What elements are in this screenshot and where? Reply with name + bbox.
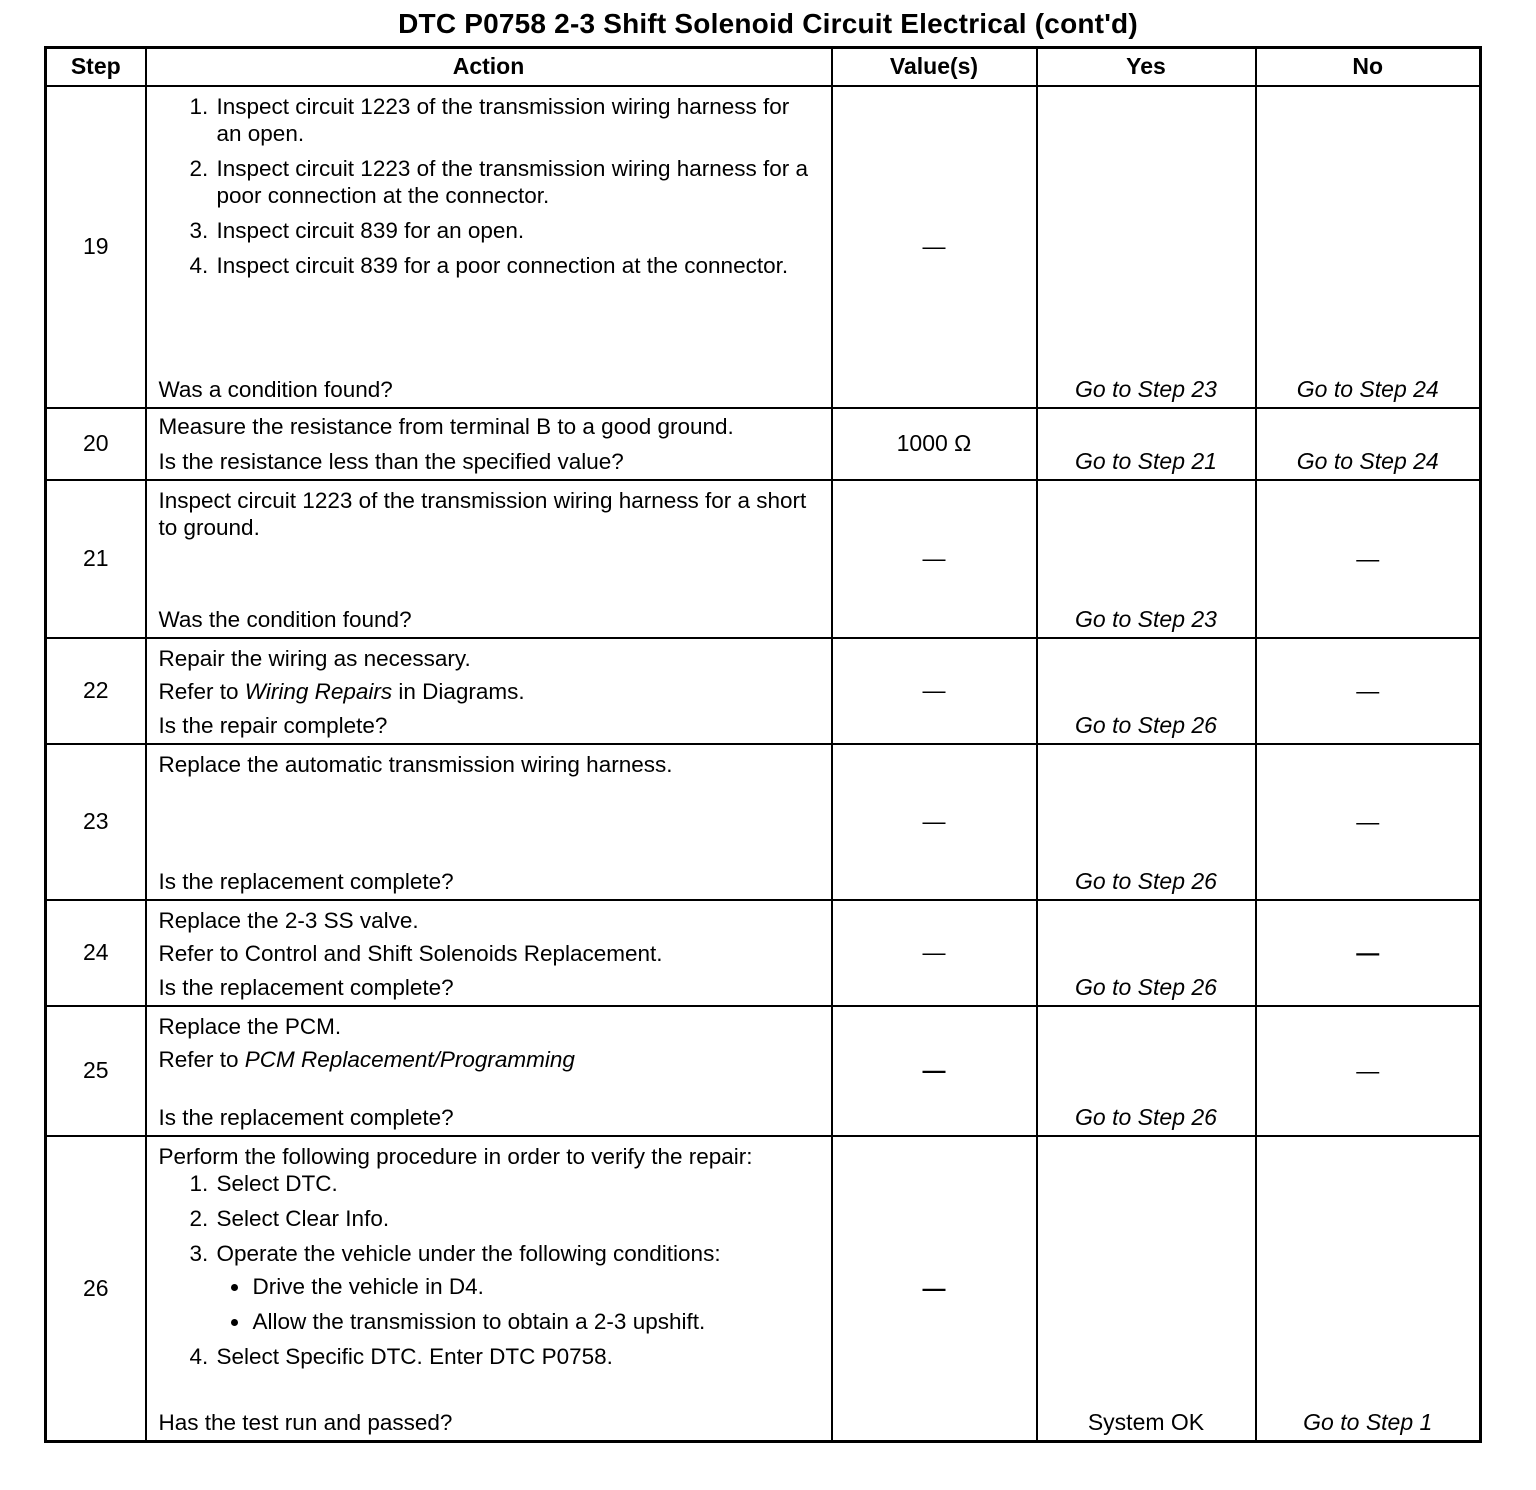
yes-cell bbox=[1037, 408, 1256, 480]
no-goto: Go to Step 24 bbox=[1296, 375, 1439, 402]
no-dash: — bbox=[1356, 1057, 1380, 1083]
list-item: 2. Select Clear Info. bbox=[215, 1205, 817, 1232]
yes-cell bbox=[1037, 638, 1256, 744]
condition-list bbox=[217, 1273, 817, 1335]
table-row bbox=[46, 86, 1481, 408]
table-row bbox=[46, 408, 1481, 480]
value-cell: — bbox=[832, 86, 1037, 408]
action-text: Replace the PCM. bbox=[158, 1013, 342, 1039]
no-goto: Go to Step 24 bbox=[1296, 447, 1439, 474]
action-text: Repair the wiring as necessary. bbox=[158, 645, 471, 671]
action-cell bbox=[146, 408, 832, 480]
table-row bbox=[46, 1006, 1481, 1136]
yes-goto: Go to Step 26 bbox=[1075, 867, 1217, 894]
yes-cell bbox=[1037, 86, 1256, 408]
action-cell bbox=[146, 1006, 832, 1136]
action-text: Measure the resistance from terminal B to a good ground. bbox=[158, 413, 734, 439]
no-cell bbox=[1256, 900, 1481, 1006]
table-row bbox=[46, 638, 1481, 744]
action-question: Was a condition found? bbox=[158, 376, 393, 402]
action-cell bbox=[146, 480, 832, 638]
yes-cell bbox=[1037, 744, 1256, 900]
action-cell bbox=[146, 638, 832, 744]
value-cell: — bbox=[832, 480, 1037, 638]
step-number: 19 bbox=[46, 86, 146, 408]
yes-goto: Go to Step 23 bbox=[1075, 605, 1217, 632]
header-step: Step bbox=[46, 48, 146, 86]
list-item: 2. Inspect circuit 1223 of the transmission wiring harness for a poor connection at the connector. bbox=[215, 155, 817, 209]
step-number: 26 bbox=[46, 1136, 146, 1442]
step-number: 22 bbox=[46, 638, 146, 744]
value-cell: — bbox=[832, 638, 1037, 744]
header-no: No bbox=[1256, 48, 1481, 86]
yes-cell bbox=[1037, 1136, 1256, 1442]
yes-cell bbox=[1037, 480, 1256, 638]
table-row bbox=[46, 1136, 1481, 1442]
no-dash: — bbox=[1356, 677, 1380, 703]
diagnostic-table bbox=[44, 46, 1482, 1443]
no-dash: — bbox=[1356, 939, 1380, 965]
action-text: Perform the following procedure in order to verify the repair: bbox=[158, 1143, 753, 1169]
no-dash: — bbox=[1356, 545, 1380, 571]
yes-goto: Go to Step 26 bbox=[1075, 1103, 1217, 1130]
yes-goto: Go to Step 23 bbox=[1075, 375, 1217, 402]
page-title: DTC P0758 2-3 Shift Solenoid Circuit Electrical (cont'd) bbox=[398, 8, 1138, 39]
action-question: Was the condition found? bbox=[158, 606, 412, 632]
value-cell: — bbox=[832, 900, 1037, 1006]
table-row bbox=[46, 480, 1481, 638]
no-cell bbox=[1256, 86, 1481, 408]
value-cell: — bbox=[832, 1006, 1037, 1136]
yes-cell bbox=[1037, 900, 1256, 1006]
step-number: 21 bbox=[46, 480, 146, 638]
step-number: 23 bbox=[46, 744, 146, 900]
no-cell bbox=[1256, 408, 1481, 480]
list-item: • Drive the vehicle in D4. bbox=[251, 1273, 817, 1300]
action-question: Is the resistance less than the specified value? bbox=[158, 448, 624, 474]
action-reference: Refer to PCM Replacement/Programming bbox=[158, 1046, 575, 1072]
action-reference: Refer to Wiring Repairs in Diagrams. bbox=[158, 678, 525, 704]
step-number: 24 bbox=[46, 900, 146, 1006]
step-number: 25 bbox=[46, 1006, 146, 1136]
no-cell bbox=[1256, 638, 1481, 744]
action-question: Is the replacement complete? bbox=[158, 1104, 454, 1130]
table-row bbox=[46, 744, 1481, 900]
header-row bbox=[46, 48, 1481, 86]
table-row bbox=[46, 900, 1481, 1006]
action-text: Replace the automatic transmission wiring harness. bbox=[158, 751, 673, 777]
yes-goto: Go to Step 26 bbox=[1075, 711, 1217, 738]
action-cell bbox=[146, 900, 832, 1006]
action-list bbox=[159, 1170, 817, 1370]
list-item: • Allow the transmission to obtain a 2-3 upshift. bbox=[251, 1308, 817, 1335]
yes-result: System OK bbox=[1087, 1409, 1205, 1435]
value-cell: — bbox=[832, 1136, 1037, 1442]
yes-goto: Go to Step 26 bbox=[1075, 973, 1217, 1000]
action-list bbox=[159, 93, 817, 287]
action-cell bbox=[146, 86, 832, 408]
action-question: Is the repair complete? bbox=[158, 712, 388, 738]
header-action: Action bbox=[146, 48, 832, 86]
action-cell bbox=[146, 1136, 832, 1442]
value-cell: — bbox=[832, 744, 1037, 900]
yes-goto: Go to Step 21 bbox=[1075, 447, 1217, 474]
step-number: 20 bbox=[46, 408, 146, 480]
action-reference: Refer to Control and Shift Solenoids Replacement. bbox=[158, 940, 663, 966]
header-yes: Yes bbox=[1037, 48, 1256, 86]
action-question: Is the replacement complete? bbox=[158, 974, 454, 1000]
no-cell bbox=[1256, 744, 1481, 900]
no-dash: — bbox=[1356, 808, 1380, 834]
action-question: Is the replacement complete? bbox=[158, 868, 454, 894]
no-cell bbox=[1256, 480, 1481, 638]
list-item: 4. Select Specific DTC. Enter DTC P0758. bbox=[215, 1343, 817, 1370]
wiring-repairs-reference: Wiring Repairs bbox=[244, 678, 393, 704]
action-question: Has the test run and passed? bbox=[158, 1410, 453, 1435]
list-item: 1. Select DTC. bbox=[215, 1170, 817, 1197]
action-cell bbox=[146, 744, 832, 900]
list-item: 4. Inspect circuit 839 for a poor connection at the connector. bbox=[215, 252, 817, 279]
pcm-replacement-reference: PCM Replacement/Programming bbox=[244, 1046, 575, 1072]
no-goto: Go to Step 1 bbox=[1303, 1409, 1433, 1435]
yes-cell bbox=[1037, 1006, 1256, 1136]
header-value: Value(s) bbox=[832, 48, 1037, 86]
value-cell: 1000 Ω bbox=[832, 408, 1037, 480]
action-text: Inspect circuit 1223 of the transmission wiring harness for a short to ground. bbox=[158, 487, 807, 540]
list-item: 3. Operate the vehicle under the following conditions: • Drive the vehicle in D4. • Allow the transmission to obtain a 2-3 upshift. bbox=[215, 1240, 817, 1335]
list-item: 3. Inspect circuit 839 for an open. bbox=[215, 217, 817, 244]
no-cell bbox=[1256, 1006, 1481, 1136]
action-text: Replace the 2-3 SS valve. bbox=[158, 907, 419, 933]
no-cell bbox=[1256, 1136, 1481, 1442]
list-item: 1. Inspect circuit 1223 of the transmission wiring harness for an open. bbox=[215, 93, 817, 147]
